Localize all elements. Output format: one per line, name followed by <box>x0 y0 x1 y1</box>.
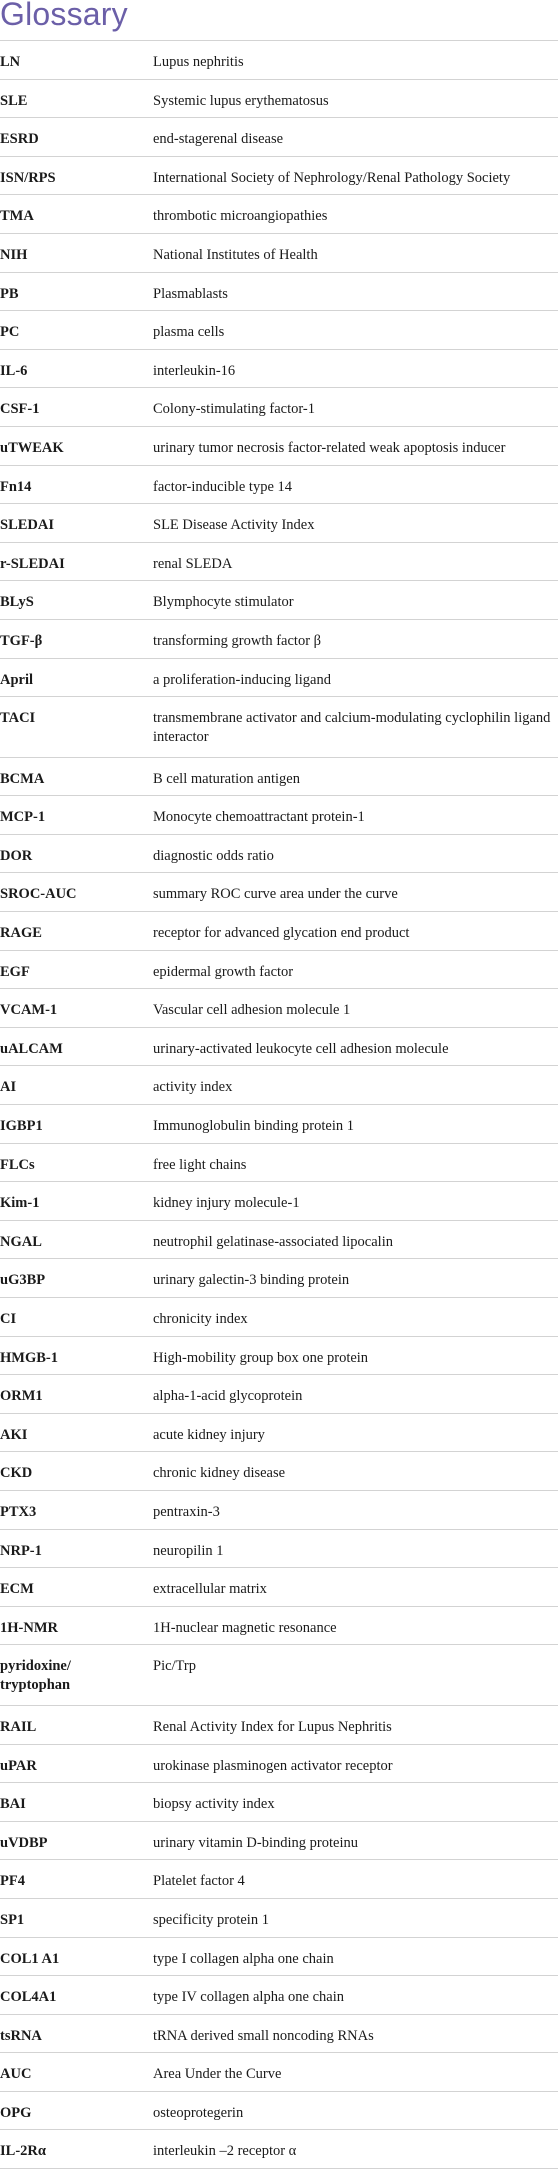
glossary-definition: Plasmablasts <box>153 285 228 302</box>
glossary-definition: transforming growth factor β <box>153 632 322 649</box>
glossary-definition: interleukin –2 receptor α <box>153 2143 297 2160</box>
glossary-row <box>0 1745 558 1784</box>
glossary-definition: thrombotic microangiopathies <box>153 208 328 225</box>
glossary-row <box>0 388 558 427</box>
glossary-definition: end-stagerenal disease <box>153 131 284 148</box>
glossary-definition: Colony-stimulating factor-1 <box>153 401 315 418</box>
glossary-definition: alpha-1-acid glycoprotein <box>153 1388 303 1405</box>
glossary-definition: Systemic lupus erythematosus <box>153 92 329 109</box>
glossary-term: PTX3 <box>0 1503 37 1520</box>
glossary-row <box>0 620 558 659</box>
glossary-definition: Lupus nephritis <box>153 54 244 70</box>
glossary-term: NIH <box>0 246 28 263</box>
glossary-definition: specificity protein 1 <box>153 1911 269 1928</box>
glossary-term: VCAM-1 <box>0 1002 58 1019</box>
glossary-definition: receptor for advanced glycation end product <box>153 925 410 942</box>
glossary-term: PF4 <box>0 1873 25 1890</box>
glossary-term: COL1 A1 <box>0 1950 60 1967</box>
glossary-definition: renal SLEDA <box>153 555 233 572</box>
glossary-row <box>0 234 558 273</box>
glossary-row <box>0 157 558 196</box>
glossary-row <box>0 1899 558 1938</box>
glossary-row <box>0 350 558 389</box>
glossary-term: NGAL <box>0 1233 42 1250</box>
glossary-term: AUC <box>0 2066 32 2083</box>
glossary-term: RAGE <box>0 925 42 942</box>
glossary-row <box>0 1298 558 1337</box>
glossary-definition: tRNA derived small noncoding RNAs <box>153 2027 374 2044</box>
glossary-definition: urinary-activated leukocyte cell adhesion molecule <box>153 1040 449 1057</box>
glossary-row <box>0 912 558 951</box>
glossary-definition: transmembrane activator and calcium-modulating cyclophilin ligand interactor <box>153 710 551 746</box>
glossary-definition: extracellular matrix <box>153 1581 267 1598</box>
glossary-term: SLE <box>0 92 28 109</box>
glossary-row <box>0 873 558 912</box>
glossary-row <box>0 1706 558 1745</box>
glossary-row <box>0 1028 558 1067</box>
glossary-term: ECM <box>0 1581 34 1598</box>
glossary-term: EGF <box>0 963 30 980</box>
glossary-row <box>0 80 558 119</box>
glossary-term: 1H-NMR <box>0 1619 58 1636</box>
glossary-term: IL-6 <box>0 362 28 379</box>
glossary-definition: pentraxin-3 <box>153 1503 220 1520</box>
glossary-definition: International Society of Nephrology/Renal Pathology Society <box>153 169 511 186</box>
page-title: Glossary <box>0 0 128 32</box>
glossary-term: ORM1 <box>0 1388 43 1405</box>
glossary-term: HMGB-1 <box>0 1349 58 1366</box>
glossary-definition: type I collagen alpha one chain <box>153 1950 334 1967</box>
glossary-definition: diagnostic odds ratio <box>153 847 274 864</box>
glossary-term: uPAR <box>0 1757 37 1774</box>
glossary-row <box>0 1105 558 1144</box>
glossary-definition: summary ROC curve area under the curve <box>153 886 398 903</box>
glossary-definition: SLE Disease Activity Index <box>153 517 315 534</box>
glossary-row <box>0 1259 558 1298</box>
glossary-definition: epidermal growth factor <box>153 963 294 980</box>
glossary-definition: High-mobility group box one protein <box>153 1349 369 1366</box>
glossary-term: FLCs <box>0 1156 35 1173</box>
glossary-definition: Area Under the Curve <box>153 2066 282 2083</box>
glossary-term: PB <box>0 285 19 302</box>
glossary-definition: factor-inducible type 14 <box>153 478 293 495</box>
glossary-definition: kidney injury molecule-1 <box>153 1195 300 1212</box>
glossary-term: SP1 <box>0 1911 25 1928</box>
glossary-term: BCMA <box>0 770 45 787</box>
glossary-row <box>0 2092 558 2131</box>
glossary-definition: interleukin-16 <box>153 362 236 379</box>
glossary-row <box>0 118 558 157</box>
glossary-row <box>0 1066 558 1105</box>
glossary-definition: Vascular cell adhesion molecule 1 <box>153 1002 351 1019</box>
glossary-definition: National Institutes of Health <box>153 246 318 263</box>
glossary-row <box>0 2015 558 2054</box>
glossary-term: OPG <box>0 2104 32 2121</box>
glossary-term: CSF-1 <box>0 401 40 418</box>
glossary-term: SLEDAI <box>0 517 54 534</box>
glossary-row <box>0 311 558 350</box>
glossary-definition: urinary vitamin D-binding proteinu <box>153 1834 358 1851</box>
glossary-term: BLyS <box>0 594 34 611</box>
glossary-row <box>0 1568 558 1607</box>
glossary-definition: Monocyte chemoattractant protein-1 <box>153 809 365 826</box>
glossary-definition: biopsy activity index <box>153 1796 275 1813</box>
glossary-term: BAI <box>0 1796 26 1813</box>
glossary-definition: chronicity index <box>153 1311 248 1327</box>
glossary-definition: Renal Activity Index for Lupus Nephritis <box>153 1718 392 1735</box>
glossary-term: ESRD <box>0 131 39 148</box>
glossary-term: AKI <box>0 1426 28 1443</box>
glossary-row <box>0 2130 558 2169</box>
glossary-row <box>0 195 558 234</box>
glossary-definition: Platelet factor 4 <box>153 1873 245 1890</box>
glossary-term: PC <box>0 324 20 341</box>
glossary-term: RAIL <box>0 1718 37 1735</box>
glossary-row <box>0 1822 558 1861</box>
glossary-definition: urokinase plasminogen activator receptor <box>153 1757 393 1774</box>
glossary-definition: plasma cells <box>153 324 225 341</box>
glossary-term: uTWEAK <box>0 439 64 456</box>
glossary-row <box>0 466 558 505</box>
glossary-row <box>0 951 558 990</box>
glossary-definition: type IV collagen alpha one chain <box>153 1989 344 2006</box>
glossary-term: tsRNA <box>0 2027 42 2044</box>
glossary-term: TMA <box>0 208 34 225</box>
glossary-term: AI <box>0 1079 17 1096</box>
glossary-row <box>0 1491 558 1530</box>
glossary-term: DOR <box>0 847 33 864</box>
glossary-definition: neuropilin 1 <box>153 1542 224 1559</box>
glossary-definition: Blymphocyte stimulator <box>153 594 294 611</box>
glossary-term: LN <box>0 54 21 70</box>
glossary-definition: 1H-nuclear magnetic resonance <box>153 1619 337 1636</box>
glossary-term: Kim-1 <box>0 1195 40 1212</box>
glossary-table <box>0 41 558 2169</box>
glossary-row <box>0 581 558 620</box>
glossary-definition: Pic/Trp <box>153 1658 196 1675</box>
glossary-row <box>0 1607 558 1646</box>
glossary-definition: osteoprotegerin <box>153 2104 244 2121</box>
glossary-row <box>0 273 558 312</box>
glossary-term: ISN/RPS <box>0 169 56 186</box>
glossary-row <box>0 1182 558 1221</box>
glossary-definition: activity index <box>153 1079 233 1096</box>
glossary-row <box>0 1375 558 1414</box>
glossary-row <box>0 1860 558 1899</box>
glossary-row <box>0 543 558 582</box>
glossary-row <box>0 1221 558 1260</box>
glossary-row <box>0 758 558 797</box>
glossary-row <box>0 1337 558 1376</box>
glossary-row <box>0 1938 558 1977</box>
glossary-definition: Immunoglobulin binding protein 1 <box>153 1118 354 1135</box>
glossary-term: pyridoxine/ tryptophan <box>0 1658 71 1694</box>
glossary-term: TGF-β <box>0 632 43 649</box>
glossary-term: TACI <box>0 710 36 727</box>
glossary-row <box>0 41 558 80</box>
glossary-term: IL-2Rα <box>0 2143 46 2160</box>
glossary-row <box>0 835 558 874</box>
glossary-term: CI <box>0 1311 17 1327</box>
glossary-term: CKD <box>0 1465 33 1482</box>
glossary-row <box>0 1783 558 1822</box>
glossary-term: NRP-1 <box>0 1542 42 1559</box>
glossary-definition: urinary galectin-3 binding protein <box>153 1272 350 1289</box>
glossary-definition: chronic kidney disease <box>153 1465 286 1482</box>
glossary-definition: B cell maturation antigen <box>153 770 300 787</box>
glossary-row <box>0 697 558 758</box>
glossary-term: SROC-AUC <box>0 886 77 903</box>
glossary-row <box>0 1414 558 1453</box>
glossary-term: uALCAM <box>0 1040 63 1057</box>
glossary-row <box>0 989 558 1028</box>
glossary-term: IGBP1 <box>0 1118 43 1135</box>
glossary-definition: neutrophil gelatinase-associated lipocalin <box>153 1233 393 1250</box>
glossary-term: uVDBP <box>0 1834 48 1851</box>
glossary-row <box>0 796 558 835</box>
glossary-term: April <box>0 671 34 688</box>
glossary-term: COL4A1 <box>0 1989 57 2006</box>
glossary-row <box>0 1530 558 1569</box>
glossary-row <box>0 504 558 543</box>
glossary-term: Fn14 <box>0 478 32 495</box>
glossary-term: uG3BP <box>0 1272 46 1289</box>
glossary-definition: acute kidney injury <box>153 1426 265 1443</box>
glossary-row <box>0 1144 558 1183</box>
glossary-term: MCP-1 <box>0 809 46 826</box>
glossary-row <box>0 1645 558 1706</box>
glossary-definition: urinary tumor necrosis factor-related weak apoptosis inducer <box>153 439 506 456</box>
glossary-term: r-SLEDAI <box>0 555 65 572</box>
glossary-row <box>0 2053 558 2092</box>
glossary-definition: free light chains <box>153 1156 247 1173</box>
glossary-row <box>0 427 558 466</box>
glossary-row <box>0 659 558 698</box>
glossary-row <box>0 1976 558 2015</box>
glossary-definition: a proliferation-inducing ligand <box>153 671 331 688</box>
glossary-row <box>0 1452 558 1491</box>
